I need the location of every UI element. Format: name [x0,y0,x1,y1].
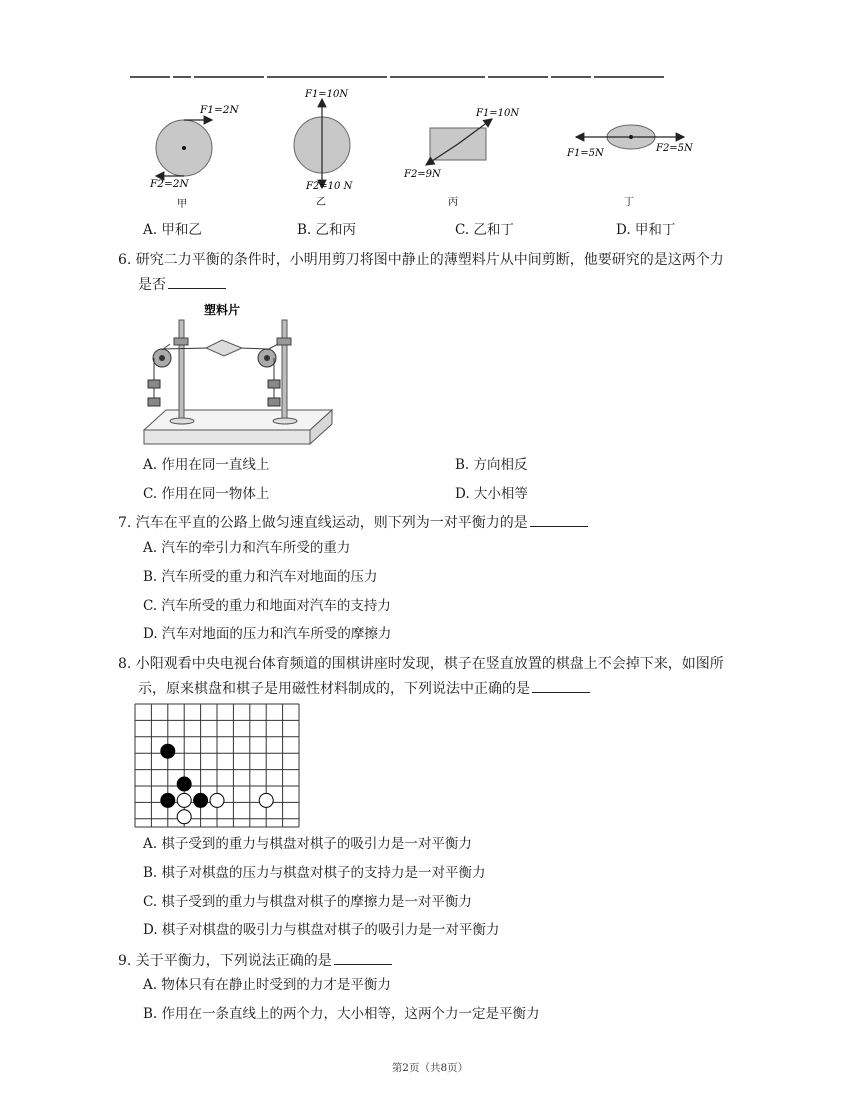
yi-f2-label: F2=10 N [306,181,353,192]
q6-stem-line2: 是否 [138,274,226,295]
bing-caption: 丙 [448,197,458,208]
diagram-ding [566,125,694,208]
q6-option-c[interactable]: C. 作用在同一物体上 [143,486,270,502]
ding-f1-label: F1=5N [567,148,604,159]
q9-option-b[interactable]: B. 作用在一条直线上的两个力，大小相等，这两个力一定是平衡力 [143,1006,540,1022]
white-stone [259,793,273,807]
q6-answer-blank[interactable] [168,274,226,289]
yi-caption: 乙 [316,197,326,208]
q7-option-c[interactable]: C. 汽车所受的重力和地面对汽车的支持力 [143,598,391,614]
q8-stem-line1: 8. 小阳观看中央电视台体育频道的围棋讲座时发现，棋子在竖直放置的棋盘上不会掉下来，如图所 [118,656,724,672]
black-stone [177,777,191,791]
bing-f1-label: F1=10N [476,108,520,119]
cut-off-text-line [130,66,690,78]
jia-f1-label: F1=2N [200,104,239,116]
jia-f2-label: F2=2N [150,178,189,190]
q6-option-a[interactable]: A. 作用在同一直线上 [143,457,270,473]
diagram-jia [149,104,239,210]
q7-answer-blank[interactable] [530,512,588,527]
q8-stem-line2: 示，原来棋盘和棋子是用磁性材料制成的，下列说法中正确的是 [138,678,590,699]
q8-option-b[interactable]: B. 棋子对棋盘的压力与棋盘对棋子的支持力是一对平衡力 [143,865,486,881]
bing-f2-label: F2=9N [404,169,441,180]
q6-stem-line1: 6. 研究二力平衡的条件时，小明用剪刀将图中静止的薄塑料片从中间剪断，他要研究的是这两个力 [118,252,724,268]
ding-f2-label: F2=5N [656,143,693,154]
q9-option-a[interactable]: A. 物体只有在静止时受到的力才是平衡力 [143,977,391,993]
go-board-figure [134,703,300,829]
q8-answer-blank[interactable] [532,678,590,693]
q8-option-d[interactable]: D. 棋子对棋盘的吸引力与棋盘对棋子的吸引力是一对平衡力 [143,922,500,938]
q5-option-d[interactable]: D. 甲和丁 [616,222,676,238]
plastic-sheet-apparatus-figure [140,300,340,448]
white-stone [177,810,191,824]
q5-option-b[interactable]: B. 乙和丙 [297,222,357,238]
q6-option-b[interactable]: B. 方向相反 [455,457,528,473]
black-stone [161,793,175,807]
q7-option-b[interactable]: B. 汽车所受的重力和汽车对地面的压力 [143,569,378,585]
yi-f1-label: F1=10N [305,89,349,100]
ding-caption: 丁 [624,197,634,208]
black-stone [194,793,208,807]
plastic-sheet-label: 塑料片 [204,303,241,317]
q5-option-a[interactable]: A. 甲和乙 [143,222,202,238]
q6-option-d[interactable]: D. 大小相等 [455,486,528,502]
diagram-bing [403,108,520,208]
q9-answer-blank[interactable] [334,950,392,965]
q5-option-c[interactable]: C. 乙和丁 [455,222,514,238]
q8-option-a[interactable]: A. 棋子受到的重力与棋盘对棋子的吸引力是一对平衡力 [143,836,472,852]
page-footer: 第2页（共8页） [391,1062,469,1074]
q7-option-d[interactable]: D. 汽车对地面的压力和汽车所受的摩擦力 [143,626,392,642]
white-stone [210,793,224,807]
force-diagrams-figure [140,85,720,215]
black-stone [161,744,175,758]
q7-option-a[interactable]: A. 汽车的牵引力和汽车所受的重力 [143,540,351,556]
white-stone [177,793,191,807]
jia-caption: 甲 [177,199,187,210]
q7-stem: 7. 汽车在平直的公路上做匀速直线运动，则下列为一对平衡力的是 [118,512,588,533]
q8-option-c[interactable]: C. 棋子受到的重力与棋盘对棋子的摩擦力是一对平衡力 [143,894,472,910]
diagram-yi [294,89,354,208]
q9-stem: 9. 关于平衡力，下列说法正确的是 [118,950,392,971]
